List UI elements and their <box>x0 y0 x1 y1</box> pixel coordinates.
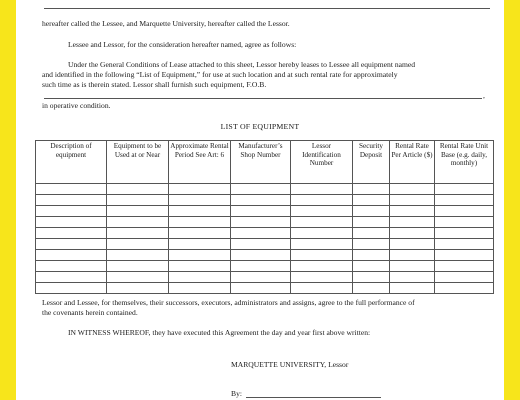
table-row <box>36 239 494 250</box>
table-cell <box>169 217 231 228</box>
table-cell <box>291 206 353 217</box>
header-used-at: Equipment to be Used at or Near <box>107 141 169 184</box>
table-cell <box>231 184 291 195</box>
agreement-intro: Lessee and Lessor, for the consideration hereafter named, agree as follows: <box>68 40 297 49</box>
conditions-line-1: Under the General Conditions of Lease attached to this sheet, Lessor hereby leases to Lessee all equipment named <box>68 60 416 69</box>
header-security-deposit: Security Deposit <box>353 141 390 184</box>
table-cell <box>169 184 231 195</box>
table-row <box>36 195 494 206</box>
table-cell <box>169 283 231 294</box>
table-cell <box>36 250 107 261</box>
conditions-line-3: such time as is therein stated. Lessor shall furnish such equipment, F.O.B. <box>42 80 267 89</box>
document-page <box>16 0 504 400</box>
table-cell <box>353 228 390 239</box>
covenants-line-2: the covenants herein contained. <box>42 308 138 317</box>
table-row <box>36 250 494 261</box>
table-row <box>36 272 494 283</box>
table-cell <box>36 228 107 239</box>
table-cell <box>291 217 353 228</box>
table-cell <box>107 261 169 272</box>
table-cell <box>435 206 494 217</box>
table-cell <box>36 195 107 206</box>
table-cell <box>107 184 169 195</box>
table-row <box>36 261 494 272</box>
table-cell <box>169 206 231 217</box>
table-cell <box>390 195 435 206</box>
table-cell <box>435 250 494 261</box>
table-cell <box>390 283 435 294</box>
signature-line <box>246 397 381 398</box>
fob-blank-comma: , <box>483 91 485 100</box>
table-cell <box>390 184 435 195</box>
table-cell <box>169 228 231 239</box>
covenants-line-1: Lessor and Lessee, for themselves, their successors, executors, administrators and assigns, agree to the full performance of <box>42 298 415 307</box>
table-cell <box>231 272 291 283</box>
table-cell <box>390 250 435 261</box>
table-row <box>36 217 494 228</box>
table-cell <box>231 283 291 294</box>
operative-condition: in operative condition. <box>42 101 111 110</box>
header-rental-period: Approximate Rental Period See Art: 6 <box>169 141 231 184</box>
table-cell <box>353 250 390 261</box>
table-cell <box>435 283 494 294</box>
table-cell <box>231 217 291 228</box>
table-cell <box>390 217 435 228</box>
list-of-equipment-title: LIST OF EQUIPMENT <box>220 122 300 131</box>
table-cell <box>107 195 169 206</box>
table-cell <box>353 217 390 228</box>
table-cell <box>231 228 291 239</box>
table-cell <box>353 184 390 195</box>
signer-name: MARQUETTE UNIVERSITY, Lessor <box>231 360 349 369</box>
table-cell <box>36 261 107 272</box>
table-cell <box>291 228 353 239</box>
equipment-table <box>35 140 494 294</box>
table-cell <box>390 239 435 250</box>
table-cell <box>353 239 390 250</box>
table-cell <box>435 184 494 195</box>
equipment-table-body <box>36 184 494 294</box>
header-rate-unit-base: Rental Rate Unit Base (e.g. daily, monthly) <box>435 141 494 184</box>
conditions-line-2: and identified in the following “List of Equipment,” for use at such location and at such rental rate for approximately <box>42 70 398 79</box>
table-cell <box>36 283 107 294</box>
table-cell <box>231 206 291 217</box>
by-label: By: <box>231 389 242 398</box>
table-cell <box>107 206 169 217</box>
table-row <box>36 228 494 239</box>
table-cell <box>169 261 231 272</box>
table-cell <box>353 283 390 294</box>
table-cell <box>36 239 107 250</box>
lessee-lessor-line: hereafter called the Lessee, and Marquette University, hereafter called the Lessor. <box>42 19 290 28</box>
table-row <box>36 206 494 217</box>
table-cell <box>390 261 435 272</box>
table-cell <box>435 272 494 283</box>
witness-line: IN WITNESS WHEREOF, they have executed this Agreement the day and year first above written: <box>68 328 371 337</box>
table-cell <box>435 239 494 250</box>
table-cell <box>435 217 494 228</box>
table-cell <box>291 272 353 283</box>
table-cell <box>231 239 291 250</box>
table-cell <box>107 250 169 261</box>
table-cell <box>390 206 435 217</box>
table-cell <box>390 228 435 239</box>
table-cell <box>291 283 353 294</box>
table-cell <box>291 184 353 195</box>
table-cell <box>435 261 494 272</box>
table-cell <box>107 239 169 250</box>
header-lessor-id: Lessor Identification Number <box>291 141 353 184</box>
table-cell <box>36 184 107 195</box>
fob-blank-line <box>44 98 482 99</box>
table-cell <box>107 217 169 228</box>
table-cell <box>291 195 353 206</box>
table-cell <box>291 250 353 261</box>
table-row <box>36 184 494 195</box>
header-shop-number: Manufacturer’s Shop Number <box>231 141 291 184</box>
table-cell <box>291 261 353 272</box>
table-cell <box>36 206 107 217</box>
table-cell <box>435 195 494 206</box>
table-cell <box>169 239 231 250</box>
table-cell <box>169 272 231 283</box>
table-cell <box>36 217 107 228</box>
equipment-table-header <box>36 141 494 184</box>
table-cell <box>353 261 390 272</box>
table-cell <box>107 272 169 283</box>
table-row <box>36 283 494 294</box>
table-cell <box>291 239 353 250</box>
table-cell <box>353 206 390 217</box>
top-blank-line <box>44 8 490 9</box>
table-cell <box>435 228 494 239</box>
table-cell <box>107 283 169 294</box>
table-cell <box>231 261 291 272</box>
table-cell <box>169 195 231 206</box>
table-cell <box>390 272 435 283</box>
table-cell <box>169 250 231 261</box>
table-cell <box>231 195 291 206</box>
table-cell <box>107 228 169 239</box>
header-description: Description of equipment <box>36 141 107 184</box>
table-cell <box>231 250 291 261</box>
table-cell <box>36 272 107 283</box>
table-cell <box>353 195 390 206</box>
header-rate-per-article: Rental Rate Per Article ($) <box>390 141 435 184</box>
table-cell <box>353 272 390 283</box>
